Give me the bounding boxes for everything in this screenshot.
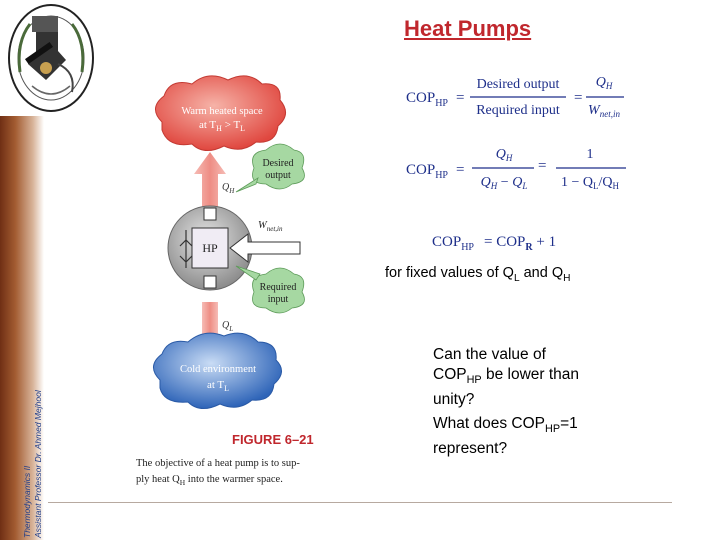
figure-caption-1: The objective of a heat pump is to sup-	[136, 458, 300, 469]
fixed-values-note: for fixed values of $Q_L$ and $Q_H$	[385, 265, 571, 284]
hp-label: HP	[202, 241, 218, 255]
figure-number: FIGURE 6–21	[232, 432, 314, 447]
required-label-1: Required	[259, 282, 297, 293]
eq1-numerator: Desired output	[476, 77, 560, 92]
qh-arrow-label: $Q_H$	[222, 182, 235, 195]
warm-space-label-2: at $T_H > T_L$	[198, 119, 246, 133]
cop-equations	[398, 66, 698, 256]
eq3-lhs: $COP_{HP}$	[432, 234, 474, 253]
question-cop-below-unity: Can the value of $COP_{HP}$ be lower than unity?	[433, 346, 580, 409]
figure-caption-2: ply heat $Q_H$ into the warmer space.	[136, 474, 283, 487]
eq1-denominator-2: $W_{net,in}$	[588, 103, 620, 119]
slide-title: Heat Pumps	[404, 16, 532, 41]
eq2-numerator: $Q_H$	[495, 147, 513, 163]
desired-label-2: output	[265, 170, 291, 181]
eq1-equals: =	[456, 90, 465, 106]
eq2-equals: =	[456, 162, 465, 178]
cold-env-label-2: at $T_L$	[206, 379, 230, 393]
cold-env-label-1: Cold environment	[179, 364, 257, 375]
eq1-lhs: $COP_{HP}$	[406, 90, 448, 109]
sidebar-course: Thermodynamics II	[22, 465, 32, 538]
eq1-denominator: Required input	[476, 103, 560, 118]
eq2-denominator-2: $1 - Q_L/Q_H$	[560, 175, 620, 191]
eq1-equals-2: =	[574, 90, 583, 106]
footer-divider	[48, 502, 672, 503]
university-seal	[6, 2, 96, 114]
eq2-equals-2: =	[538, 158, 547, 174]
sidebar-author: Assistant Professor Dr. Ahmed Mejhool	[33, 390, 43, 538]
eq2-denominator: $Q_H - Q_L$	[480, 175, 528, 191]
warm-space-label-1: Warm heated space	[181, 106, 263, 117]
eq3-rhs: = $COP_R + 1$	[484, 234, 557, 253]
desired-label-1: Desired	[262, 158, 294, 169]
question-cop-equals-one: What does $COP_{HP}=1$ represent?	[433, 415, 578, 458]
eq2-lhs: $COP_{HP}$	[406, 162, 448, 181]
wnet-label: $W_{net,in}$	[258, 220, 283, 233]
eq2-numerator-2: 1	[586, 147, 594, 162]
required-label-2: input	[267, 294, 289, 305]
heat-pump-figure	[130, 70, 330, 495]
sidebar-credits	[22, 390, 44, 538]
eq1-numerator-2: $Q_H$	[595, 75, 613, 91]
ql-arrow-label: $Q_L$	[222, 320, 234, 333]
